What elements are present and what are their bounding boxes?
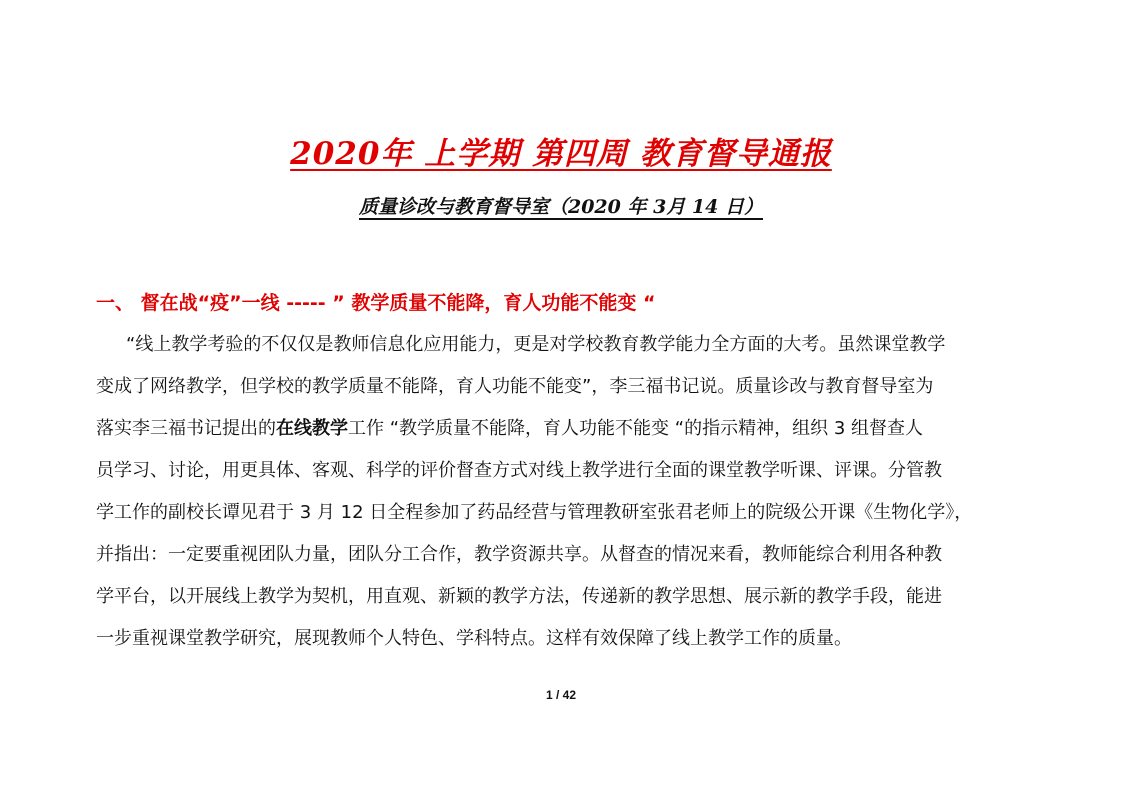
document-subtitle [0, 192, 1122, 219]
page-indicator: 1 / 42 [545, 688, 577, 702]
paragraph-line [96, 408, 1036, 450]
paragraph-line: 并指出：一定要重视团队力量，团队分工合作，教学资源共享。从督查的情况来看，教师能综合利用各种教 [96, 544, 942, 565]
document-subtitle-text: 质量诊改与教育督导室（2020 年 3月 14 日） [358, 196, 763, 218]
paragraph-line: 学工作的副校长谭见君于 3 月 12 日全程参加了药品经营与管理教研室张君老师上的院级公开课《生物化学》， [96, 502, 973, 523]
document-title-text: 2020年 上学期 第四周 教育督导通报 [290, 136, 832, 172]
paragraph-line: 一步重视课堂教学研究，展现教师个人特色、学科特点。这样有效保障了线上教学工作的质量。 [96, 628, 852, 649]
paragraph-line: 变成了网络教学，但学校的教学质量不能降，育人功能不能变”，李三福书记说。质量诊改与教育督导室为 [96, 376, 934, 397]
paragraph-line: 学平台，以开展线上教学为契机，用直观、新颖的教学方法，传递新的教学思想、展示新的教学手段，能进 [96, 586, 942, 607]
paragraph-line: 员学习、讨论，用更具体、客观、科学的评价督查方式对线上教学进行全面的课堂教学听课、评课。分管教 [96, 460, 942, 481]
section-body [96, 324, 1036, 660]
paragraph-line: “线上教学考验的不仅仅是教师信息化应用能力，更是对学校教育教学能力全方面的大考。虽然课堂教学 [126, 334, 946, 355]
paragraph-text: 落实李三福书记提出的 [96, 418, 276, 439]
emphasis-text: 在线教学 [276, 418, 348, 439]
paragraph-text: 工作 “教学质量不能降，育人功能不能变 “的指示精神，组织 3 组督查人 [348, 418, 923, 439]
document-title [0, 128, 1122, 173]
section-heading: 一、 督在战“疫”一线 ----- ” 教学质量不能降，育人功能不能变 “ [96, 292, 656, 314]
